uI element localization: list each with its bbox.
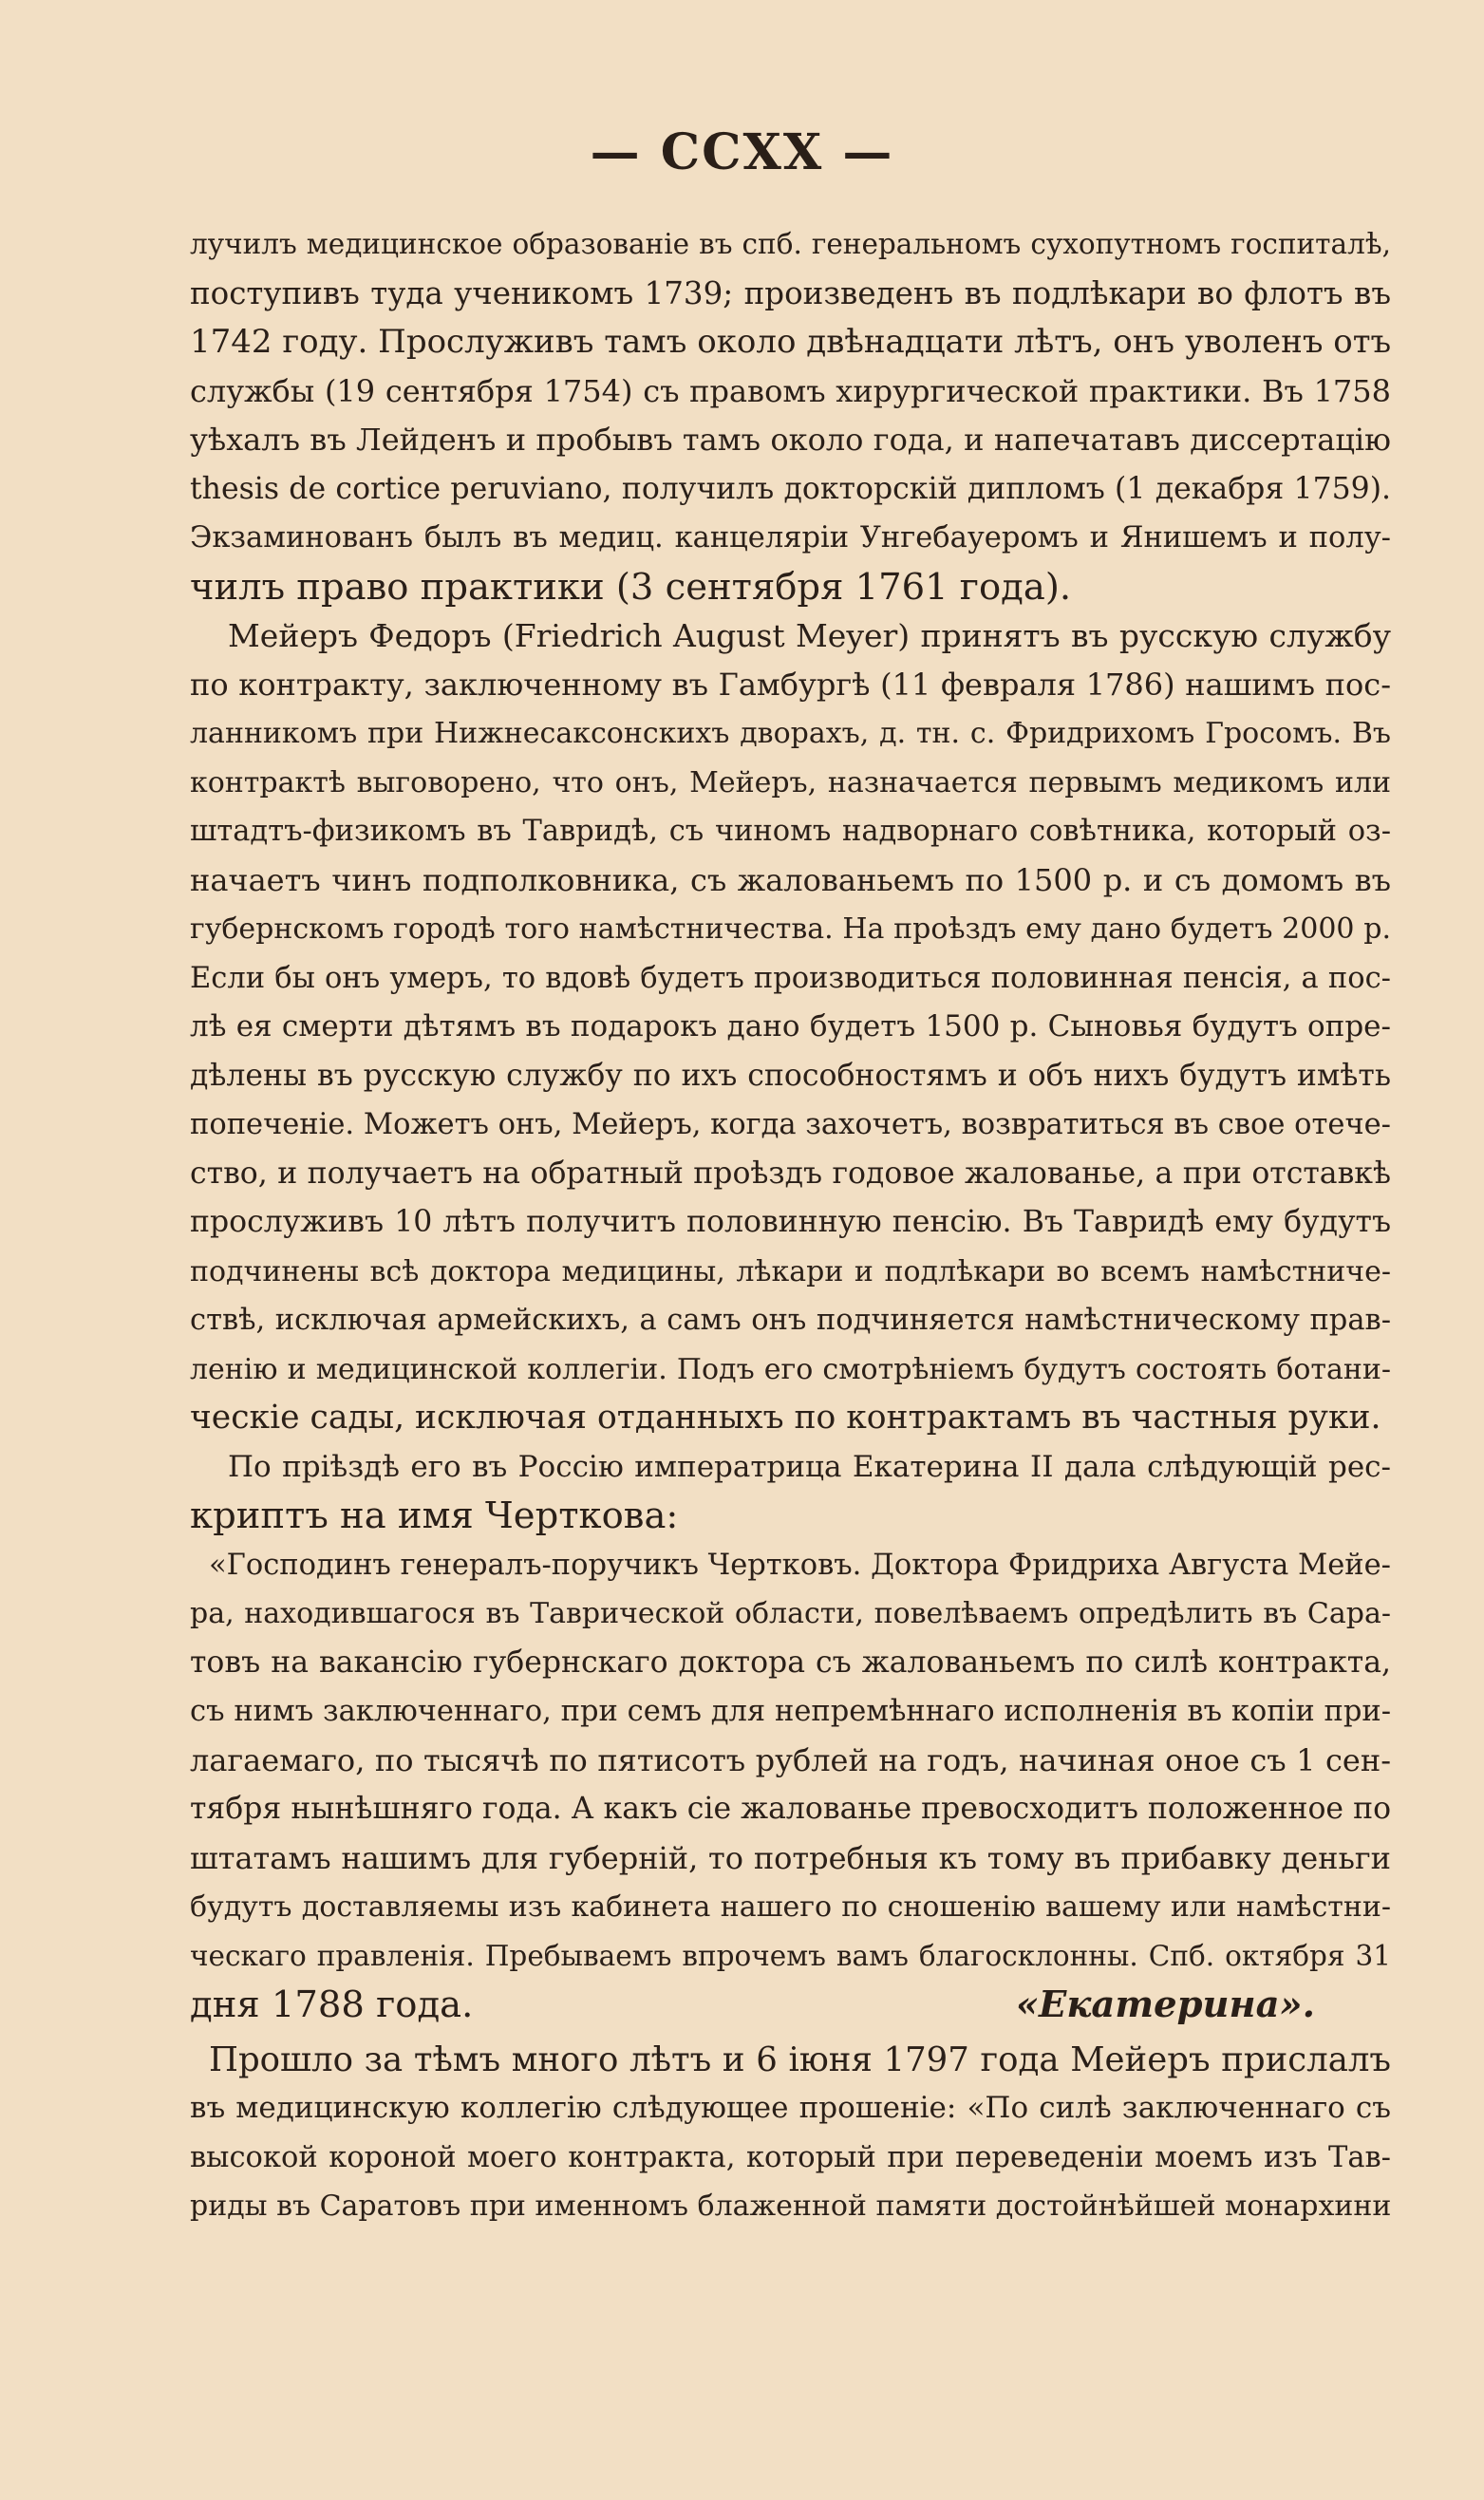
text-line: ра, находившагося въ Таврической области, повелѣваемъ опредѣлить въ Сара- [190,1597,1391,1630]
text-line: thesis de cortice peruviano, получилъ докторскій дипломъ (1 декабря 1759). [190,471,1391,506]
body-text [190,220,1391,2231]
text-line: чилъ право практики (3 сентября 1761 года). [190,565,1072,609]
text-line: ленію и медицинской коллегіи. Подъ его смотрѣніемъ будутъ состоять ботани- [190,1352,1391,1386]
text-line: лагаемаго, по тысячѣ по пятисотъ рублей на годъ, начиная оное съ 1 сен- [190,1741,1391,1778]
text-line: въ медицинскую коллегію слѣдующее прошеніе: «По силѣ заключеннаго съ [190,2091,1391,2125]
paragraph-start-line: Мейеръ Федоръ (Friedrich August Meyer) принятъ въ русскую службу [228,617,1391,654]
text-line: контрактѣ выговорено, что онъ, Мейеръ, назначается первымъ медикомъ или [190,765,1391,799]
text-line: лѣ ея смерти дѣтямъ въ подарокъ дано будетъ 1500 р. Сыновья будутъ опре- [190,1009,1391,1043]
text-line: попеченіе. Можетъ онъ, Мейеръ, когда захочетъ, возвратиться въ свое отече- [190,1108,1391,1141]
text-line: поступивъ туда ученикомъ 1739; произведенъ въ подлѣкари во флотъ въ [190,274,1391,311]
page-number-header: — CCXX — [590,123,894,181]
text-line: ланникомъ при Нижнесаксонскихъ дворахъ, д. тн. с. Фридрихомъ Гросомъ. Въ [190,717,1391,750]
paragraph-start-line: Прошло за тѣмъ много лѣтъ и 6 іюня 1797 года Мейеръ прислалъ [209,2039,1391,2079]
date-text: дня 1788 года. [190,1983,474,2026]
text-line: ство, и получаетъ на обратный проѣздъ годовое жалованье, а при отставкѣ [190,1156,1391,1191]
text-line: будутъ доставляемы изъ кабинета нашего по сношенію вашему или намѣстни- [190,1890,1391,1924]
text-line: по контракту, заключенному въ Гамбургѣ (11 февраля 1786) нашимъ пос- [190,666,1391,703]
text-line: товъ на вакансію губернскаго доктора съ жалованьемъ по силѣ контракта, [190,1645,1391,1680]
signature: «Екатерина». [1015,1983,1315,2026]
signature-line [190,1981,1391,2030]
text-line: штатамъ нашимъ для губерній, то потребныя къ тому въ прибавку деньги [190,1839,1391,1876]
quote-start-line: «Господинъ генералъ-поручикъ Чертковъ. Доктора Фридриха Августа Мейе- [209,1548,1391,1582]
text-line: Экзаминованъ былъ въ медиц. канцеляріи Унгебауеромъ и Янишемъ и полу- [190,521,1391,555]
text-line: ческіе сады, исключая отданныхъ по контрактамъ въ частныя руки. [190,1399,1381,1437]
text-line: подчинены всѣ доктора медицины, лѣкари и подлѣкари во всемъ намѣстниче- [190,1254,1391,1288]
text-line: криптъ на имя Черткова: [190,1494,679,1537]
text-line: службы (19 сентября 1754) съ правомъ хирургической практики. Въ 1758 [190,372,1391,409]
text-line: начаетъ чинъ подполковника, съ жалованьемъ по 1500 р. и съ домомъ въ [190,861,1391,898]
text-line: уѣхалъ въ Лейденъ и пробывъ тамъ около года, и напечатавъ диссертацію [190,422,1391,458]
text-line: лучилъ медицинское образованіе въ спб. генеральномъ сухопутномъ госпиталѣ, [190,228,1391,260]
text-line: прослуживъ 10 лѣтъ получитъ половинную пенсію. Въ Тавридѣ ему будутъ [190,1205,1391,1239]
paragraph-start-line: По пріѣздѣ его въ Россію императрица Екатерина II дала слѣдующій рес- [228,1449,1391,1484]
text-line: 1742 году. Прослуживъ тамъ около двѣнадцати лѣтъ, онъ уволенъ отъ [190,323,1392,361]
text-line: риды въ Саратовъ при именномъ блаженной памяти достойнѣйшей монархини [190,2190,1392,2223]
text-line: тября нынѣшняго года. А какъ сіе жалованье превосходитъ положенное по [190,1792,1392,1826]
text-line: Если бы онъ умеръ, то вдовѣ будетъ производиться половинная пенсія, а пос- [190,961,1391,995]
text-line: ческаго правленія. Пребываемъ впрочемъ вамъ благосклонны. Спб. октября 31 [190,1939,1391,1972]
text-line: губернскомъ городѣ того намѣстничества. На проѣздъ ему дано будетъ 2000 р. [190,912,1391,946]
text-line: высокой короной моего контракта, который при переведеніи моемъ изъ Тав- [190,2140,1391,2174]
text-line: ствѣ, исключая армейскихъ, а самъ онъ подчиняется намѣстническому прав- [190,1304,1391,1337]
text-line: штадтъ-физикомъ въ Тавридѣ, съ чиномъ надворнаго совѣтника, который оз- [190,815,1391,848]
text-line: съ нимъ заключеннаго, при семъ для непремѣннаго исполненія въ копіи при- [190,1695,1391,1728]
text-line: дѣлены въ русскую службу по ихъ способностямъ и объ нихъ будутъ имѣть [190,1058,1391,1093]
